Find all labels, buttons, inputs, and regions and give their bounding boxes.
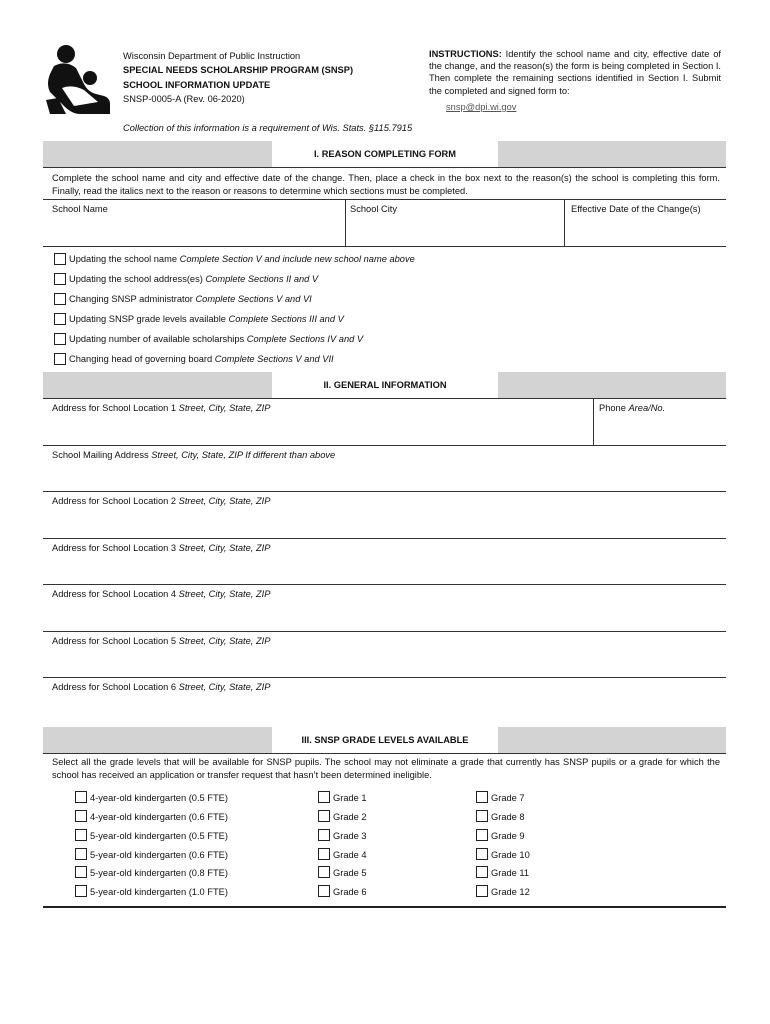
location-4-label: [52, 589, 270, 599]
reason-note: Complete Sections II and V: [205, 274, 319, 284]
mailing-address-field[interactable]: [44, 463, 725, 491]
section-1-title: I. REASON COMPLETING FORM: [272, 141, 498, 167]
grade-checkbox[interactable]: [476, 829, 488, 841]
grade-checkbox[interactable]: [476, 885, 488, 897]
grade-label: 5-year-old kindergarten (0.5 FTE): [90, 831, 228, 841]
grade-checkbox[interactable]: [476, 866, 488, 878]
mailing-hint: Street, City, State, ZIP If different than above: [151, 450, 336, 460]
location-label-text: Address for School Location 3: [52, 543, 177, 553]
program-name: SPECIAL NEEDS SCHOLARSHIP PROGRAM (SNSP): [123, 65, 354, 76]
divider: [43, 538, 726, 539]
dpi-logo-icon: [44, 44, 114, 116]
location-3-field[interactable]: [44, 556, 725, 584]
grade-label: Grade 11: [491, 868, 530, 878]
effective-date-label: Effective Date of the Change(s): [571, 204, 701, 214]
divider: [43, 584, 726, 585]
reason-note: Complete Sections V and VI: [195, 294, 312, 304]
school-city-label: School City: [350, 204, 398, 214]
grade-label: Grade 1: [333, 793, 367, 803]
location-5-label: [52, 636, 270, 646]
phone-label: [599, 403, 665, 413]
divider: [43, 677, 726, 678]
reason-checkbox[interactable]: [54, 273, 66, 285]
divider: [43, 753, 726, 754]
grade-checkbox[interactable]: [318, 866, 330, 878]
grade-checkbox[interactable]: [318, 791, 330, 803]
mailing-label-text: School Mailing Address: [52, 450, 149, 460]
grade-label: Grade 12: [491, 887, 530, 897]
grade-label: 4-year-old kindergarten (0.5 FTE): [90, 793, 228, 803]
section-1-header: [43, 141, 726, 167]
grade-label: Grade 9: [491, 831, 525, 841]
reason-checkbox[interactable]: [54, 253, 66, 265]
grade-checkbox[interactable]: [75, 810, 87, 822]
phone-hint: Area/No.: [628, 403, 666, 413]
email-link[interactable]: snsp@dpi.wi.gov: [446, 102, 517, 112]
section-3-title: III. SNSP GRADE LEVELS AVAILABLE: [272, 727, 498, 753]
section-3-intro: Select all the grade levels that will be available for SNSP pupils. The school may not eliminate a grade that currently has SNSP pupils or a grade for which the school has received an application or transfer request that hasn’t been determined ineligible.: [52, 757, 720, 780]
collection-notice: Collection of this information is a requirement of Wis. Stats. §115.7915: [123, 123, 413, 133]
location-label-text: Address for School Location 4: [52, 589, 177, 599]
location-1-hint: Street, City, State, ZIP: [178, 403, 271, 413]
location-2-label: [52, 496, 270, 506]
section-2-header: [43, 372, 726, 398]
location-2-field[interactable]: [44, 509, 725, 537]
reason-label: Updating the school name: [69, 254, 178, 264]
grade-label: 5-year-old kindergarten (1.0 FTE): [90, 887, 228, 897]
grade-label: Grade 7: [491, 793, 525, 803]
grade-label: 5-year-old kindergarten (0.6 FTE): [90, 850, 228, 860]
reason-label: Changing head of governing board: [69, 354, 213, 364]
grade-checkbox[interactable]: [476, 791, 488, 803]
form-header: [123, 49, 413, 106]
divider: [43, 199, 726, 200]
reason-note: Complete Section V and include new school name above: [179, 254, 415, 264]
reason-checkbox[interactable]: [54, 353, 66, 365]
grade-checkbox[interactable]: [75, 848, 87, 860]
divider: [43, 906, 726, 908]
location-label-text: Address for School Location 2: [52, 496, 177, 506]
grade-label: Grade 8: [491, 812, 525, 822]
form-number: SNSP-0005-A (Rev. 06-2020): [123, 93, 245, 104]
divider: [43, 167, 726, 168]
grade-label: 4-year-old kindergarten (0.6 FTE): [90, 812, 228, 822]
effective-date-field[interactable]: [565, 218, 725, 245]
reason-label: Changing SNSP administrator: [69, 294, 193, 304]
grade-label: 5-year-old kindergarten (0.8 FTE): [90, 868, 228, 878]
instructions: [429, 48, 721, 97]
grade-label: Grade 5: [333, 868, 367, 878]
location-hint: Street, City, State, ZIP: [178, 589, 271, 599]
instructions-text: Identify the school name and city, effective date of the change, and the reason(s) the form is being completed in Section I. Then complete the remaining sections identified in Section I. Submit the completed and signed form to:: [429, 49, 721, 96]
grade-checkbox[interactable]: [318, 829, 330, 841]
grade-label: Grade 3: [333, 831, 367, 841]
reason-checkbox[interactable]: [54, 293, 66, 305]
grade-checkbox[interactable]: [318, 810, 330, 822]
location-4-field[interactable]: [44, 602, 725, 630]
location-hint: Street, City, State, ZIP: [178, 543, 271, 553]
divider: [43, 631, 726, 632]
location-label-text: Address for School Location 5: [52, 636, 177, 646]
reason-label: Updating number of available scholarships: [69, 334, 245, 344]
reason-note: Complete Sections III and V: [228, 314, 344, 324]
grade-label: Grade 6: [333, 887, 367, 897]
school-name-field[interactable]: [44, 218, 344, 245]
grade-checkbox[interactable]: [75, 885, 87, 897]
location-hint: Street, City, State, ZIP: [178, 636, 271, 646]
school-name-label: School Name: [52, 204, 108, 214]
phone-label-text: Phone: [599, 403, 626, 413]
grade-checkbox[interactable]: [75, 829, 87, 841]
form-title: SCHOOL INFORMATION UPDATE: [123, 79, 271, 90]
grade-label: Grade 10: [491, 850, 530, 860]
mailing-address-label: [52, 450, 335, 460]
reason-label: Updating SNSP grade levels available: [69, 314, 226, 324]
reason-note: Complete Sections IV and V: [246, 334, 364, 344]
location-1-label: [52, 403, 270, 413]
divider: [43, 491, 726, 492]
grade-checkbox[interactable]: [75, 866, 87, 878]
location-1-label-text: Address for School Location 1: [52, 403, 177, 413]
location-3-label: [52, 543, 270, 553]
location-1-field[interactable]: [44, 416, 592, 444]
section-1-intro: Complete the school name and city and effective date of the change. Then, place a check in the box next to the reason(s) the school is completing this form. Finally, read the italics next to the reason or reasons to determine which sections must be completed.: [52, 173, 720, 196]
grade-checkbox[interactable]: [476, 810, 488, 822]
school-city-field[interactable]: [346, 218, 563, 245]
divider: [43, 246, 726, 247]
reason-label: Updating the school address(es): [69, 274, 203, 284]
grade-checkbox[interactable]: [318, 848, 330, 860]
location-6-field[interactable]: [44, 695, 725, 723]
section-3-header: [43, 727, 726, 753]
reason-checkbox[interactable]: [54, 313, 66, 325]
reason-checkbox[interactable]: [54, 333, 66, 345]
reason-note: Complete Sections V and VII: [214, 354, 334, 364]
divider: [43, 445, 726, 446]
section-2-title: II. GENERAL INFORMATION: [272, 372, 498, 398]
location-5-field[interactable]: [44, 649, 725, 677]
grade-label: Grade 2: [333, 812, 367, 822]
instructions-label: INSTRUCTIONS:: [429, 49, 502, 59]
agency-name: Wisconsin Department of Public Instruction: [123, 51, 301, 61]
grade-checkbox[interactable]: [476, 848, 488, 860]
grade-label: Grade 4: [333, 850, 367, 860]
grade-checkbox[interactable]: [318, 885, 330, 897]
location-hint: Street, City, State, ZIP: [178, 682, 271, 692]
location-6-label: [52, 682, 270, 692]
grade-checkbox[interactable]: [75, 791, 87, 803]
divider: [43, 398, 726, 399]
location-hint: Street, City, State, ZIP: [178, 496, 271, 506]
location-label-text: Address for School Location 6: [52, 682, 177, 692]
phone-field[interactable]: [594, 416, 725, 444]
